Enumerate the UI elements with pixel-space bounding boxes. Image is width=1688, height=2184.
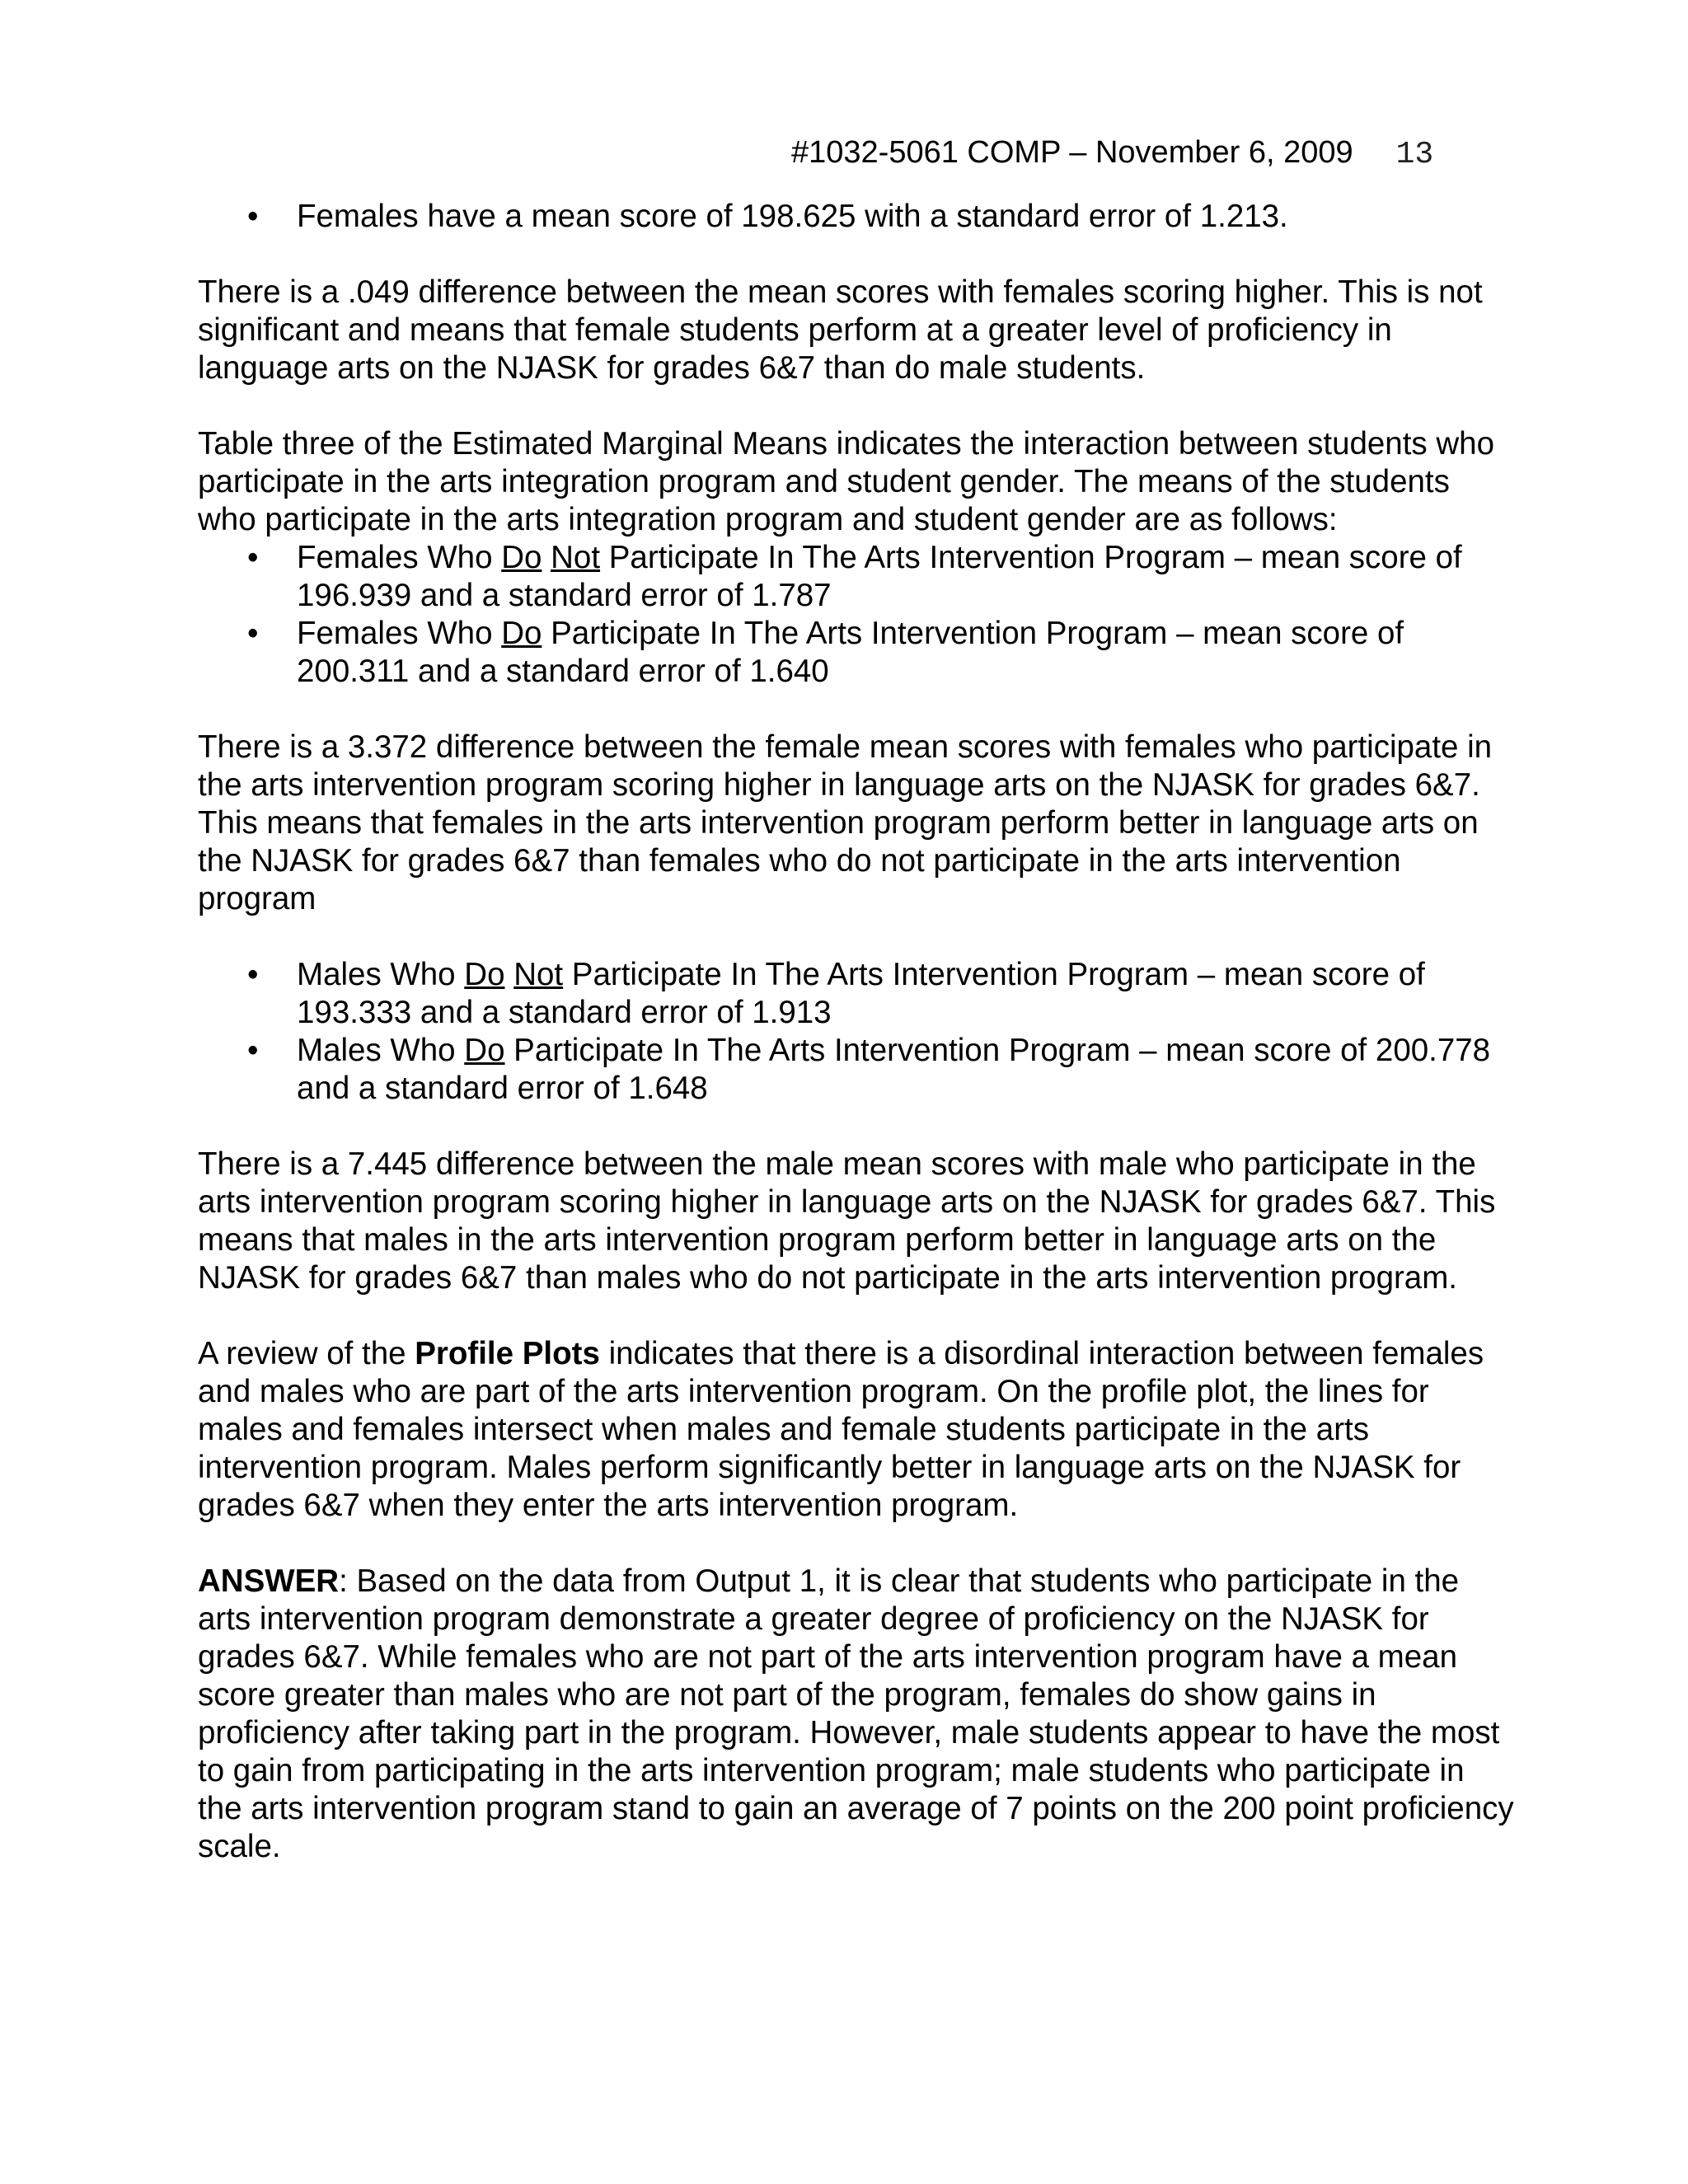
paragraph-profile-plots: A review of the Profile Plots indicates that there is a disordinal interaction between females and males who are part of the arts intervention program. On the profile plot, the lines for males and females intersect when males and female students participate in the arts intervention program. Males perform significantly better in language arts on the NJASK for grades 6&7 when they enter the arts intervention program. [198,1336,1484,1523]
list-item: • Males Who Do Participate In The Arts Intervention Program – mean score of 200.778 and a standard error of 1.648 [198,1032,1517,1108]
paragraph-male-difference: There is a 7.445 difference between the male mean scores with male who participate in the arts intervention program scoring higher in language arts on the NJASK for grades 6&7. This means that males in the arts intervention program perform better in language arts on the NJASK for grades 6&7 than males who do not participate in the arts intervention program. [198,1146,1496,1296]
document-body [198,198,1517,1866]
paragraph-table-three: Table three of the Estimated Marginal Means indicates the interaction between students who participate in the arts integration program and student gender. The means of the students who participate in the arts integration program and student gender are as follows: [198,426,1494,537]
paragraph-difference-gender: There is a .049 difference between the mean scores with females scoring higher. This is not significant and means that female students perform at a greater level of proficiency in language arts on the NJASK for grades 6&7 than do male students. [198,274,1483,386]
list-item: • Males Who Do Not Participate In The Arts Intervention Program – mean score of 193.333 and a standard error of 1.913 [198,956,1517,1032]
header-title: #1032-5061 COMP – November 6, 2009 [791,135,1353,170]
paragraph-answer: ANSWER: Based on the data from Output 1, it is clear that students who participate in the arts intervention program demonstrate a greater degree of proficiency on the NJASK for grades 6&7. While females who are not part of the arts intervention program have a mean score greater than males who are not part of the program, females do show gains in proficiency after taking part in the program. However, male students appear to have the most to gain from participating in the arts intervention program; male students who participate in the arts intervention program stand to gain an average of 7 points on the 200 point proficiency scale. [198,1563,1514,1864]
list-item: • Females have a mean score of 198.625 with a standard error of 1.213. [198,198,1517,236]
paragraph-female-difference: There is a 3.372 difference between the female mean scores with females who participate in the arts intervention program scoring higher in language arts on the NJASK for grades 6&7. This means that females in the arts intervention program perform better in language arts on the NJASK for grades 6&7 than females who do not participate in the arts intervention program [198,729,1493,916]
page-header [791,134,1533,174]
page-number: 13 [1395,137,1434,172]
bullet-list-females [198,539,1517,691]
bullet-list-males [198,956,1517,1108]
answer-label: ANSWER [198,1563,340,1599]
list-item: • Females Who Do Participate In The Arts Intervention Program – mean score of 200.311 and a standard error of 1.640 [198,615,1517,691]
list-item: • Females Who Do Not Participate In The Arts Intervention Program – mean score of 196.939 and a standard error of 1.787 [198,539,1517,615]
bold-profile-plots: Profile Plots [415,1336,600,1371]
bullet-list-1 [198,198,1517,236]
